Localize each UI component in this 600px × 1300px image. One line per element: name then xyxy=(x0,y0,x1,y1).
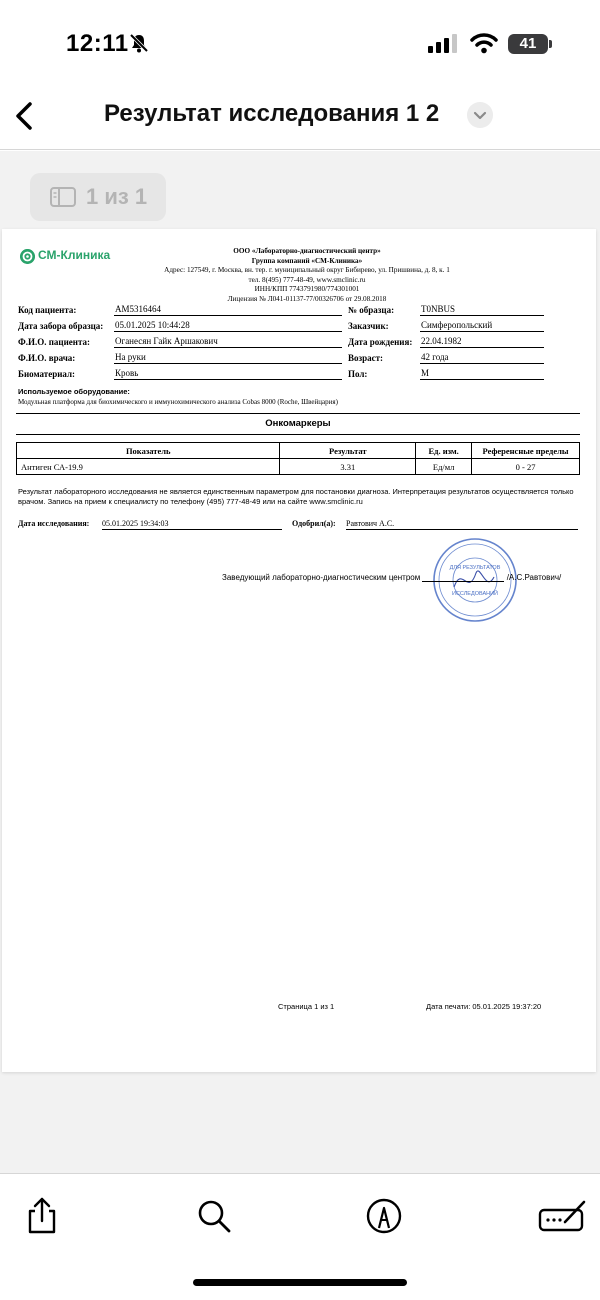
study-date-value: 05.01.2025 19:34:03 xyxy=(102,519,282,530)
signature-line xyxy=(422,573,504,582)
results-table xyxy=(16,442,580,475)
home-indicator xyxy=(193,1279,407,1286)
document-title[interactable]: Результат исследования 1 2 xyxy=(104,100,440,127)
disclaimer-text: Результат лабораторного исследования не является единственным параметром для постановки диагноза. Интерпретация результатов осуществляется только врачом. Запись на прием к специалисту по телефону (495) 777-48-49 или на сайте www.smclinic.ru xyxy=(18,487,574,506)
page-indicator-label: 1 из 1 xyxy=(86,184,148,209)
head-signature-line xyxy=(222,573,561,582)
patient-name-value: Оганесян Гайк Аршакович xyxy=(114,336,342,348)
section-title: Онкомаркеры xyxy=(16,413,580,435)
header-phone: тел. 8(495) 777-48-49, www.smclinic.ru xyxy=(248,275,366,284)
back-button[interactable] xyxy=(10,96,40,136)
document-viewer[interactable] xyxy=(0,151,600,1173)
clinic-logo-text: СМ-Клиника xyxy=(38,248,111,262)
cellular-signal-icon xyxy=(428,33,462,53)
col-header-result: Результат xyxy=(280,443,416,459)
status-time: 12:11 xyxy=(66,30,129,57)
search-button[interactable] xyxy=(192,1194,236,1238)
title-menu-chevron-icon[interactable] xyxy=(467,102,493,128)
birth-date-label: Дата рождения: xyxy=(348,337,413,347)
battery-indicator: 41 xyxy=(508,34,548,54)
footer-print-date: Дата печати: 05.01.2025 19:37:20 xyxy=(426,1002,542,1011)
col-header-unit: Ед. изм. xyxy=(416,443,472,459)
cell-result: 3.31 xyxy=(280,459,416,475)
battery-tip xyxy=(549,40,552,48)
stamp-bottom-text: ИССЛЕДОВАНИЙ xyxy=(451,591,499,597)
patient-name-label: Ф.И.О. пациента: xyxy=(18,337,90,347)
biomaterial-label: Биоматериал: xyxy=(18,369,76,379)
equipment-text: Модульная платформа для биохимического и иммунохимического анализа Cobas 8000 (Roche, Швейцария) xyxy=(18,398,338,406)
bell-muted-icon xyxy=(128,32,150,54)
header-inn: ИНН/КПП 7743791980/774301001 xyxy=(254,285,360,293)
sidebar-icon xyxy=(50,187,76,207)
cell-reference: 0 - 27 xyxy=(472,459,580,475)
col-header-reference: Референсные пределы xyxy=(472,443,580,459)
results-header-row xyxy=(17,443,580,459)
document-page xyxy=(2,229,596,1072)
biomaterial-value: Кровь xyxy=(114,368,342,380)
wifi-icon xyxy=(470,32,498,54)
patient-code-label: Код пациента: xyxy=(18,305,77,315)
head-label: Заведующий лабораторно-диагностическим центром xyxy=(222,573,421,582)
header-license: Лицензия № Л041-01137-77/00326706 от 29.08.2018 xyxy=(227,294,387,303)
age-value: 42 года xyxy=(420,352,544,364)
sample-no-label: № образца: xyxy=(348,305,395,315)
clinic-logo-icon xyxy=(20,249,35,264)
doctor-value: На руки xyxy=(114,352,342,364)
collection-date-label: Дата забора образца: xyxy=(18,321,104,331)
nav-bar xyxy=(0,90,600,150)
customer-value: Симферопольский xyxy=(420,320,544,332)
study-date-label: Дата исследования: xyxy=(18,519,90,528)
sample-no-value: T0NBUS xyxy=(420,304,544,316)
head-signature-name: /А.С.Равтович/ xyxy=(506,573,562,582)
header-address: Адрес: 127549, г. Москва, вн. тер. г. муниципальный округ Бибирево, ул. Пришвина, д. 8, к. 1 xyxy=(164,266,450,274)
markup-button[interactable] xyxy=(362,1194,406,1238)
page-indicator[interactable] xyxy=(30,173,166,221)
signature-button[interactable] xyxy=(538,1194,588,1238)
cell-unit: Ед/мл xyxy=(416,459,472,475)
approved-value: Равтович А.С. xyxy=(346,519,578,530)
birth-date-value: 22.04.1982 xyxy=(420,336,544,348)
header-group: Группа компаний «СМ-Клиника» xyxy=(251,256,363,265)
share-button[interactable] xyxy=(20,1194,64,1238)
col-header-indicator: Показатель xyxy=(17,443,280,459)
header-company: ООО «Лабораторно-диагностический центр» xyxy=(233,247,381,255)
cell-indicator: Антиген СА-19.9 xyxy=(17,459,280,475)
collection-date-value: 05.01.2025 10:44:28 xyxy=(114,320,342,332)
sex-value: М xyxy=(420,368,544,380)
footer-page-number: Страница 1 из 1 xyxy=(278,1002,335,1011)
document-header xyxy=(122,247,492,304)
stamp-top-text: ДЛЯ РЕЗУЛЬТАТОВ xyxy=(449,565,501,571)
equipment-title: Используемое оборудование: xyxy=(18,387,130,396)
approved-label: Одобрил(а): xyxy=(292,519,336,528)
table-row xyxy=(17,459,580,475)
customer-label: Заказчик: xyxy=(348,321,389,331)
status-bar xyxy=(0,0,600,90)
sex-label: Пол: xyxy=(348,369,368,379)
patient-code-value: АМ5316464 xyxy=(114,304,342,316)
doctor-label: Ф.И.О. врача: xyxy=(18,353,76,363)
age-label: Возраст: xyxy=(348,353,384,363)
